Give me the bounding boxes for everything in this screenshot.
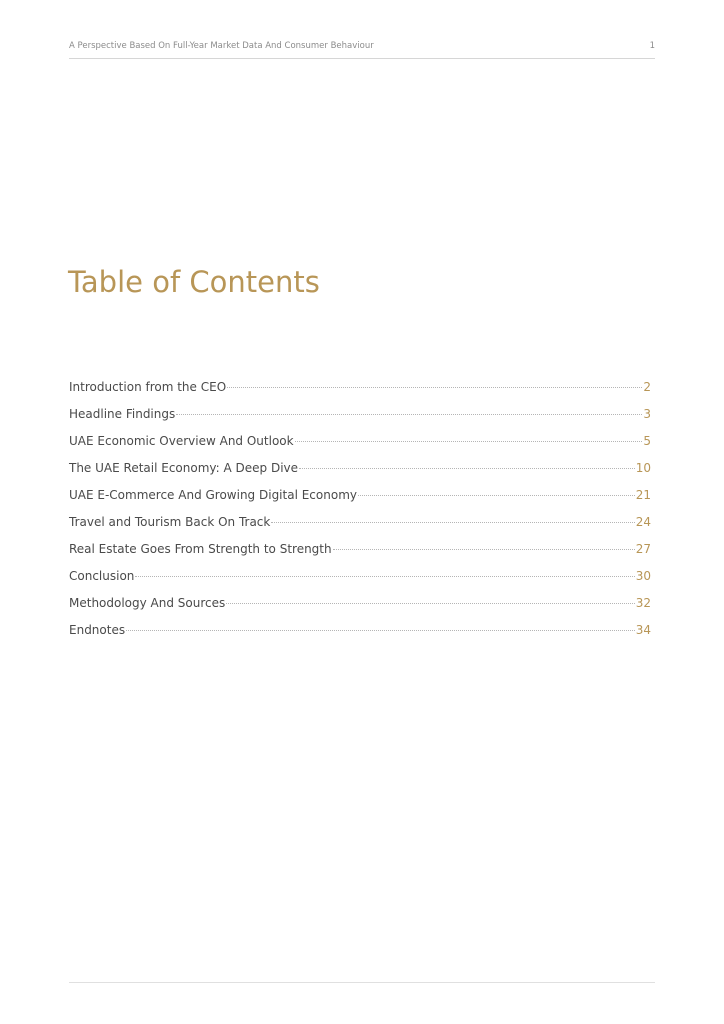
toc-entry-label[interactable]: Real Estate Goes From Strength to Strength xyxy=(69,542,332,556)
toc-entry[interactable] xyxy=(69,566,651,593)
toc-entry-label[interactable]: Introduction from the CEO xyxy=(69,380,227,394)
table-of-contents xyxy=(69,377,651,647)
dot-leader xyxy=(295,441,643,442)
toc-entry[interactable] xyxy=(69,404,651,431)
toc-entry[interactable] xyxy=(69,593,651,620)
toc-entry-label[interactable]: Travel and Tourism Back On Track xyxy=(69,515,271,529)
toc-entry[interactable] xyxy=(69,620,651,647)
toc-entry-page[interactable]: 27 xyxy=(635,542,651,556)
dot-leader xyxy=(126,630,635,631)
header-divider xyxy=(69,58,655,59)
dot-leader xyxy=(227,387,642,388)
toc-entry-label[interactable]: UAE E-Commerce And Growing Digital Economy xyxy=(69,488,357,502)
footer-divider xyxy=(69,982,655,983)
toc-entry-page[interactable]: 5 xyxy=(643,434,651,448)
page-title: Table of Contents xyxy=(68,265,320,299)
toc-entry-page[interactable]: 30 xyxy=(635,569,651,583)
toc-entry[interactable] xyxy=(69,458,651,485)
toc-entry-page[interactable]: 32 xyxy=(635,596,651,610)
toc-entry-page[interactable]: 10 xyxy=(635,461,651,475)
dot-leader xyxy=(333,549,635,550)
dot-leader xyxy=(358,495,635,496)
toc-entry-label[interactable]: Conclusion xyxy=(69,569,135,583)
toc-entry-page[interactable]: 24 xyxy=(635,515,651,529)
dot-leader xyxy=(135,576,634,577)
dot-leader xyxy=(176,414,642,415)
dot-leader xyxy=(226,603,634,604)
toc-entry-label[interactable]: Endnotes xyxy=(69,623,126,637)
toc-entry-page[interactable]: 34 xyxy=(635,623,651,637)
toc-entry[interactable] xyxy=(69,431,651,458)
page-number: 1 xyxy=(649,41,655,51)
toc-entry-label[interactable]: Headline Findings xyxy=(69,407,176,421)
toc-entry[interactable] xyxy=(69,539,651,566)
toc-entry[interactable] xyxy=(69,512,651,539)
toc-entry-label[interactable]: The UAE Retail Economy: A Deep Dive xyxy=(69,461,299,475)
dot-leader xyxy=(299,468,635,469)
toc-entry[interactable] xyxy=(69,485,651,512)
toc-entry-label[interactable]: UAE Economic Overview And Outlook xyxy=(69,434,294,448)
toc-entry-label[interactable]: Methodology And Sources xyxy=(69,596,226,610)
page-header xyxy=(69,39,655,53)
dot-leader xyxy=(271,522,634,523)
toc-entry[interactable] xyxy=(69,377,651,404)
toc-entry-page[interactable]: 3 xyxy=(643,407,651,421)
toc-entry-page[interactable]: 2 xyxy=(643,380,651,394)
running-title: A Perspective Based On Full-Year Market Data And Consumer Behaviour xyxy=(69,41,374,51)
toc-entry-page[interactable]: 21 xyxy=(635,488,651,502)
